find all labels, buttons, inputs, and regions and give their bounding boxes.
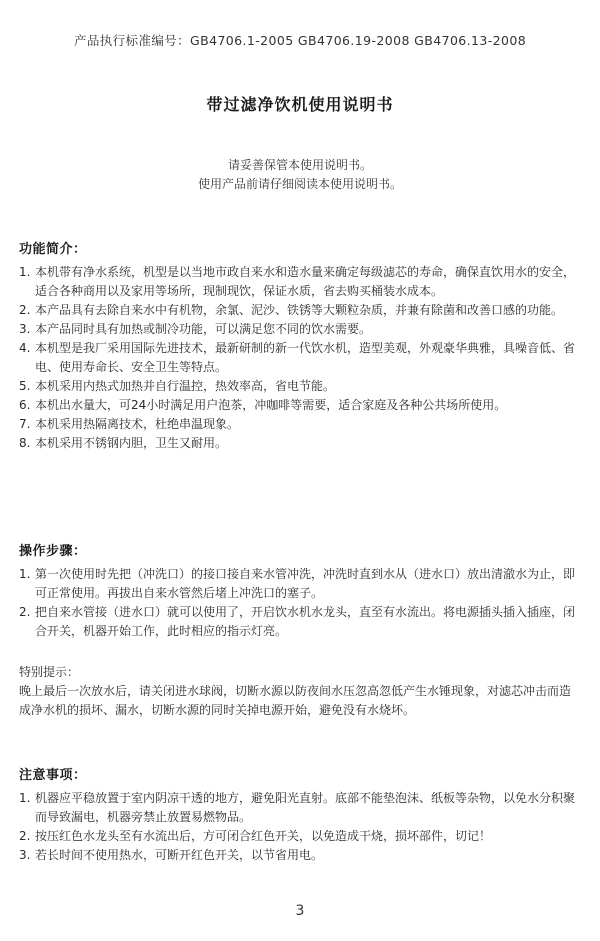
feature-item: [19, 339, 579, 377]
notice-line-read: 使用产品前请仔细阅读本使用说明书。: [197, 177, 402, 191]
page-number: 3: [295, 903, 305, 919]
item-number: 1.: [19, 791, 31, 805]
item-text: 机器应平稳放置于室内阴凉干透的地方，避免阳光直射。底部不能垫泡沫、纸板等杂物，以免水分积聚而导致漏电，机器旁禁止放置易燃物品。: [35, 791, 576, 824]
caution-item: [19, 846, 579, 865]
feature-item: [19, 415, 579, 434]
operation-step: [19, 565, 579, 603]
item-number: 2.: [19, 605, 31, 619]
item-text: 本机型是我厂采用国际先进技术，最新研制的新一代饮水机，造型美观，外观豪华典雅，具噪音低、省电、使用寿命长、安全卫生等特点。: [35, 341, 576, 374]
item-number: 2.: [19, 303, 31, 317]
feature-item: [19, 320, 579, 339]
item-text: 本机带有净水系统，机型是以当地市政自来水和造水量来确定每级滤芯的寿命，确保直饮用水的安全，适合各种商用以及家用等场所，现制现饮，保证水质，省去购买桶装水成本。: [35, 265, 576, 298]
special-tip-text: 晚上最后一次放水后，请关闭进水球阀，切断水源以防夜间水压忽高忽低产生水锤现象，对滤芯冲击而造成净水机的损坏、漏水，切断水源的同时关掉电源开始，避免没有水烧坏。: [19, 684, 572, 717]
cautions-heading: 注意事项：: [19, 768, 87, 783]
item-number: 7.: [19, 417, 31, 431]
item-number: 5.: [19, 379, 31, 393]
features-heading: 功能简介：: [19, 242, 87, 257]
item-text: 本产品具有去除自来水中有机物，余氯、泥沙、铁锈等大颗粒杂质，并兼有除菌和改善口感的功能。: [35, 303, 564, 317]
operation-step: [19, 603, 579, 641]
special-tip-label: 特别提示：: [19, 665, 80, 679]
item-text: 本机采用热隔离技术，杜绝串温现象。: [35, 417, 240, 431]
item-text: 本机采用内热式加热并自行温控，热效率高，省电节能。: [35, 379, 336, 393]
item-number: 1.: [19, 567, 31, 581]
item-text: 若长时间不使用热水，可断开红色开关，以节省用电。: [35, 848, 324, 862]
item-text: 本产品同时具有加热或制冷功能，可以满足您不同的饮水需要。: [35, 322, 372, 336]
notice-block: [0, 156, 600, 194]
item-number: 3.: [19, 848, 31, 862]
manual-title: 带过滤净饮机使用说明书: [206, 95, 394, 114]
cautions-section: [19, 764, 579, 865]
item-text: 第一次使用时先把（冲洗口）的接口接自来水管冲洗，冲洗时直到水从（进水口）放出清澈水为止，即可正常使用。再拔出自来水管然后堵上冲洗口的塞子。: [35, 567, 576, 600]
feature-item: [19, 434, 579, 453]
item-text: 按压红色水龙头至有水流出后，方可闭合红色开关，以免造成干烧，损坏部件，切记！: [35, 829, 492, 843]
notice-line-keep: 请妥善保管本使用说明书。: [227, 158, 372, 172]
item-text: 本机采用不锈钢内胆，卫生又耐用。: [35, 436, 228, 450]
feature-item: [19, 396, 579, 415]
item-text: 本机出水量大，可24小时满足用户泡茶，冲咖啡等需要，适合家庭及各种公共场所使用。: [35, 398, 507, 412]
feature-item: [19, 377, 579, 396]
caution-item: [19, 789, 579, 827]
caution-item: [19, 827, 579, 846]
item-number: 2.: [19, 829, 31, 843]
item-number: 4.: [19, 341, 31, 355]
operation-section: [19, 540, 579, 720]
feature-item: [19, 301, 579, 320]
item-number: 6.: [19, 398, 31, 412]
operation-heading: 操作步骤：: [19, 544, 87, 559]
feature-item: [19, 263, 579, 301]
item-number: 1.: [19, 265, 31, 279]
item-text: 把自来水管接（进水口）就可以使用了，开启饮水机水龙头，直至有水流出。将电源插头插入插座，闭合开关，机器开始工作，此时相应的指示灯亮。: [35, 605, 576, 638]
standard-number-line: 产品执行标准编号：GB4706.1-2005 GB4706.19-2008 GB4706.13-2008: [73, 33, 527, 48]
features-section: [19, 238, 579, 453]
item-number: 8.: [19, 436, 31, 450]
item-number: 3.: [19, 322, 31, 336]
